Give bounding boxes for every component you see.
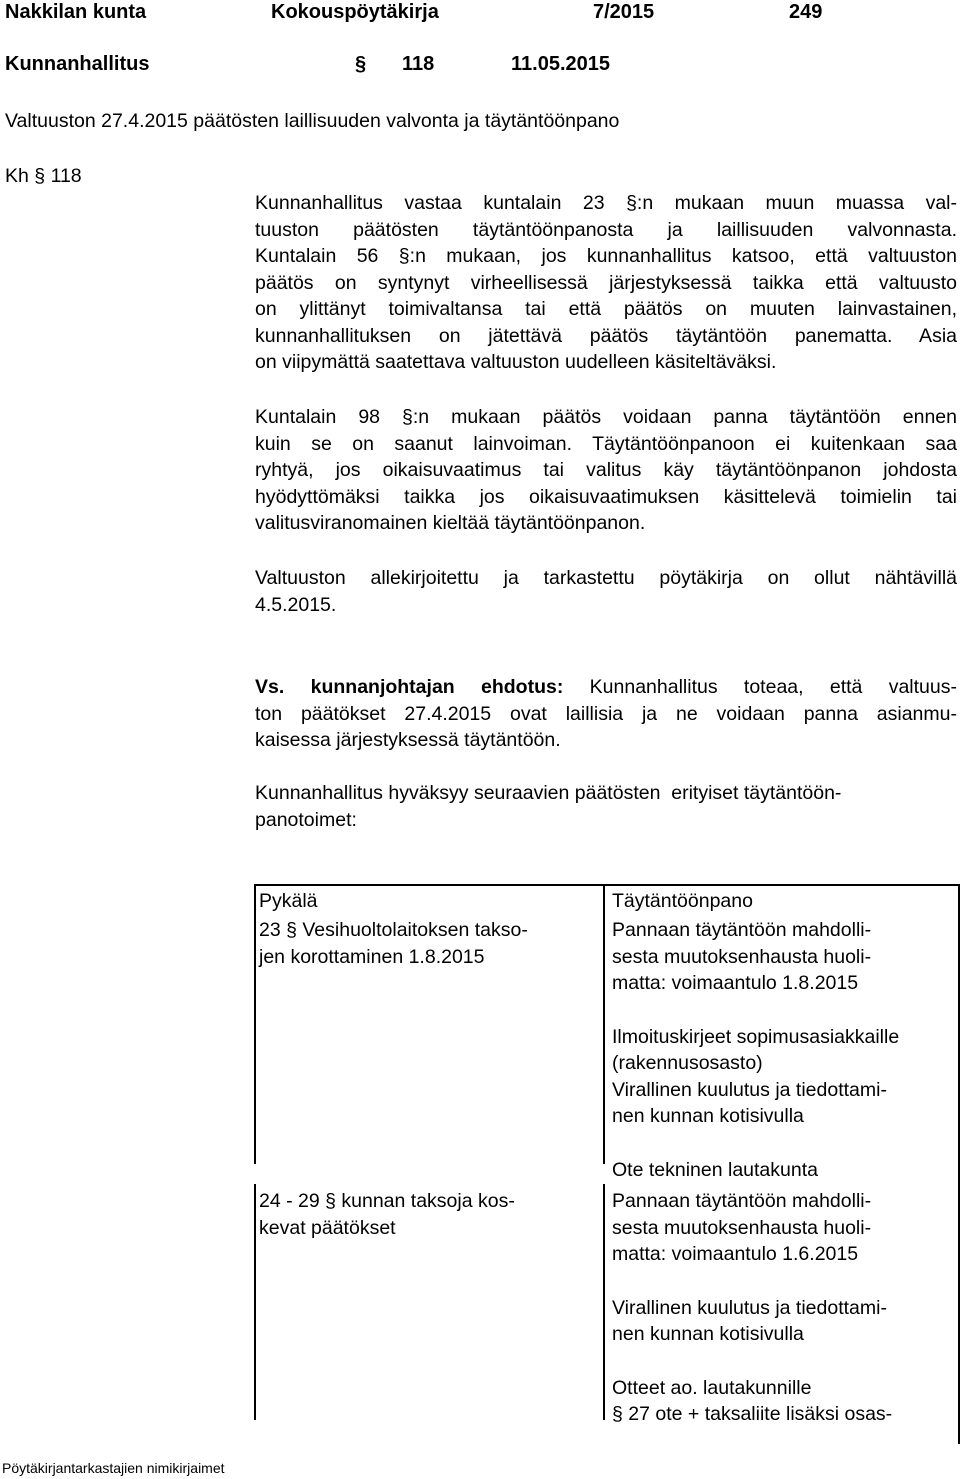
- paragraph-line: ton päätökset 27.4.2015 ovat laillisia ja ne voidaan panna asianmu-: [255, 702, 957, 725]
- paragraph-line: päätös on syntynyt virheellisessä järjestyksessä taikka että valtuusto: [255, 271, 957, 294]
- governing-body: Kunnanhallitus: [5, 53, 150, 75]
- table-divider-row2: [603, 1184, 605, 1420]
- table-cell-line: Otteet ao. lautakunnille: [612, 1376, 812, 1399]
- table-cell-line: nen kunnan kotisivulla: [612, 1323, 804, 1345]
- table-row-1-actions: [612, 917, 899, 1183]
- table-cell-line: kevat päätökset: [259, 1216, 396, 1239]
- proposal-text: Kunnanhallitus toteaa, että valtuus-: [589, 676, 957, 698]
- signature-label: Pöytäkirjantarkastajien nimikirjaimet: [2, 1460, 225, 1476]
- table-cell-line: (rakennusosasto): [612, 1052, 763, 1074]
- document-number: 7/2015: [593, 1, 655, 23]
- paragraph-line: kaisessa järjestyksessä täytäntöön.: [255, 729, 561, 751]
- section-symbol: §: [355, 53, 367, 75]
- proposal-heading: kunnanjohtajan ehdotus:: [310, 676, 564, 698]
- table-right-border: [958, 884, 960, 1444]
- table-cell-line: sesta muutoksenhausta huoli-: [612, 945, 872, 968]
- proposal-first-line: [255, 674, 957, 701]
- table-row-2-section: [259, 1188, 515, 1241]
- table-header-pykala: Pykälä: [259, 890, 318, 912]
- table-cell-line: jen korottaminen 1.8.2015: [259, 945, 485, 968]
- table-left-border-row1: [254, 884, 256, 1164]
- page-number: 249: [789, 1, 823, 23]
- paragraph-line: kuin se on saanut lainvoiman. Täytäntöönpanoon ei kuitenkaan saa: [255, 432, 957, 455]
- table-cell-line: Ilmoituskirjeet sopimusasiakkaille: [612, 1025, 900, 1048]
- table-cell-line: Ote tekninen lautakunta: [612, 1158, 818, 1181]
- paragraph-line: Kunnanhallitus vastaa kuntalain 23 §:n mukaan muun muassa val-: [255, 192, 957, 214]
- table-cell-line: matta: voimaantulo 1.6.2015: [612, 1243, 859, 1265]
- paragraph-line: Kunnanhallitus hyväksyy seuraavien päätösten erityiset täytäntöön-: [255, 782, 842, 804]
- paragraph-line: tuuston päätösten täytäntöönpanosta ja laillisuuden valvonnasta.: [255, 218, 957, 241]
- paragraph-2: [255, 404, 957, 537]
- item-symbol: §: [34, 165, 46, 187]
- page-title: Valtuuston 27.4.2015 päätösten laillisuuden valvonta ja täytäntöönpano: [5, 110, 620, 132]
- paragraph-line: valitusviranomainen kieltää täytäntöönpanon.: [255, 512, 646, 534]
- paragraph-line: Kuntalain 98 §:n mukaan päätös voidaan panna täytäntöön ennen: [255, 406, 957, 428]
- table-row-1-section: [259, 917, 528, 970]
- paragraph-line: Valtuuston allekirjoitettu ja tarkastettu pöytäkirja on ollut nähtävillä: [255, 567, 957, 589]
- table-cell-line: Virallinen kuulutus ja tiedottami-: [612, 1296, 887, 1319]
- table-cell-line: 23 § Vesihuoltolaitoksen takso-: [259, 919, 528, 941]
- table-cell-line: Pannaan täytäntöön mahdolli-: [612, 1190, 872, 1212]
- proposal-paragraph: [255, 674, 957, 754]
- paragraph-line: on ylittänyt toimivaltansa tai että päätös on muuten lainvastainen,: [255, 298, 957, 320]
- decision-paragraph: [255, 780, 841, 833]
- paragraph-3: [255, 565, 957, 618]
- paragraph-line: kunnanhallituksen on jätettävä päätös täytäntöön panematta. Asia: [255, 324, 957, 347]
- proposal-prefix: Vs.: [255, 676, 285, 698]
- paragraph-line: Kuntalain 56 §:n mukaan, jos kunnanhallitus katsoo, että valtuuston: [255, 245, 957, 267]
- paragraph-line: ryhtyä, jos oikaisuvaatimus tai valitus käy täytäntöönpanon johdosta: [255, 459, 957, 481]
- section-number: 118: [402, 53, 435, 75]
- table-left-border-row2: [254, 1184, 256, 1420]
- table-cell-line: § 27 ote + taksaliite lisäksi osas-: [612, 1403, 893, 1425]
- paragraph-line: on viipymättä saatettava valtuuston uudelleen käsiteltäväksi.: [255, 351, 777, 373]
- table-header-taytantoonpano: Täytäntöönpano: [612, 890, 753, 912]
- meeting-date: 11.05.2015: [511, 53, 610, 75]
- document-type: Kokouspöytäkirja: [271, 1, 439, 23]
- table-cell-line: Pannaan täytäntöön mahdolli-: [612, 919, 872, 941]
- paragraph-1: [255, 190, 957, 376]
- table-cell-line: nen kunnan kotisivulla: [612, 1105, 804, 1127]
- municipality-name: Nakkilan kunta: [5, 1, 147, 23]
- paragraph-line: 4.5.2015.: [255, 593, 337, 616]
- table-divider-row1: [603, 884, 605, 1164]
- table-cell-line: Virallinen kuulutus ja tiedottami-: [612, 1078, 887, 1101]
- item-prefix: Kh: [5, 165, 29, 187]
- item-number: 118: [50, 165, 82, 187]
- table-row-2-actions: [612, 1188, 892, 1428]
- paragraph-line: hyödyttömäksi taikka jos oikaisuvaatimuksen käsittelevä toimielin tai: [255, 485, 957, 508]
- table-top-border: [254, 884, 960, 886]
- table-cell-line: matta: voimaantulo 1.8.2015: [612, 972, 859, 994]
- table-cell-line: sesta muutoksenhausta huoli-: [612, 1216, 872, 1239]
- paragraph-line: panotoimet:: [255, 808, 357, 831]
- item-label: [5, 163, 82, 190]
- table-cell-line: 24 - 29 § kunnan taksoja kos-: [259, 1190, 515, 1212]
